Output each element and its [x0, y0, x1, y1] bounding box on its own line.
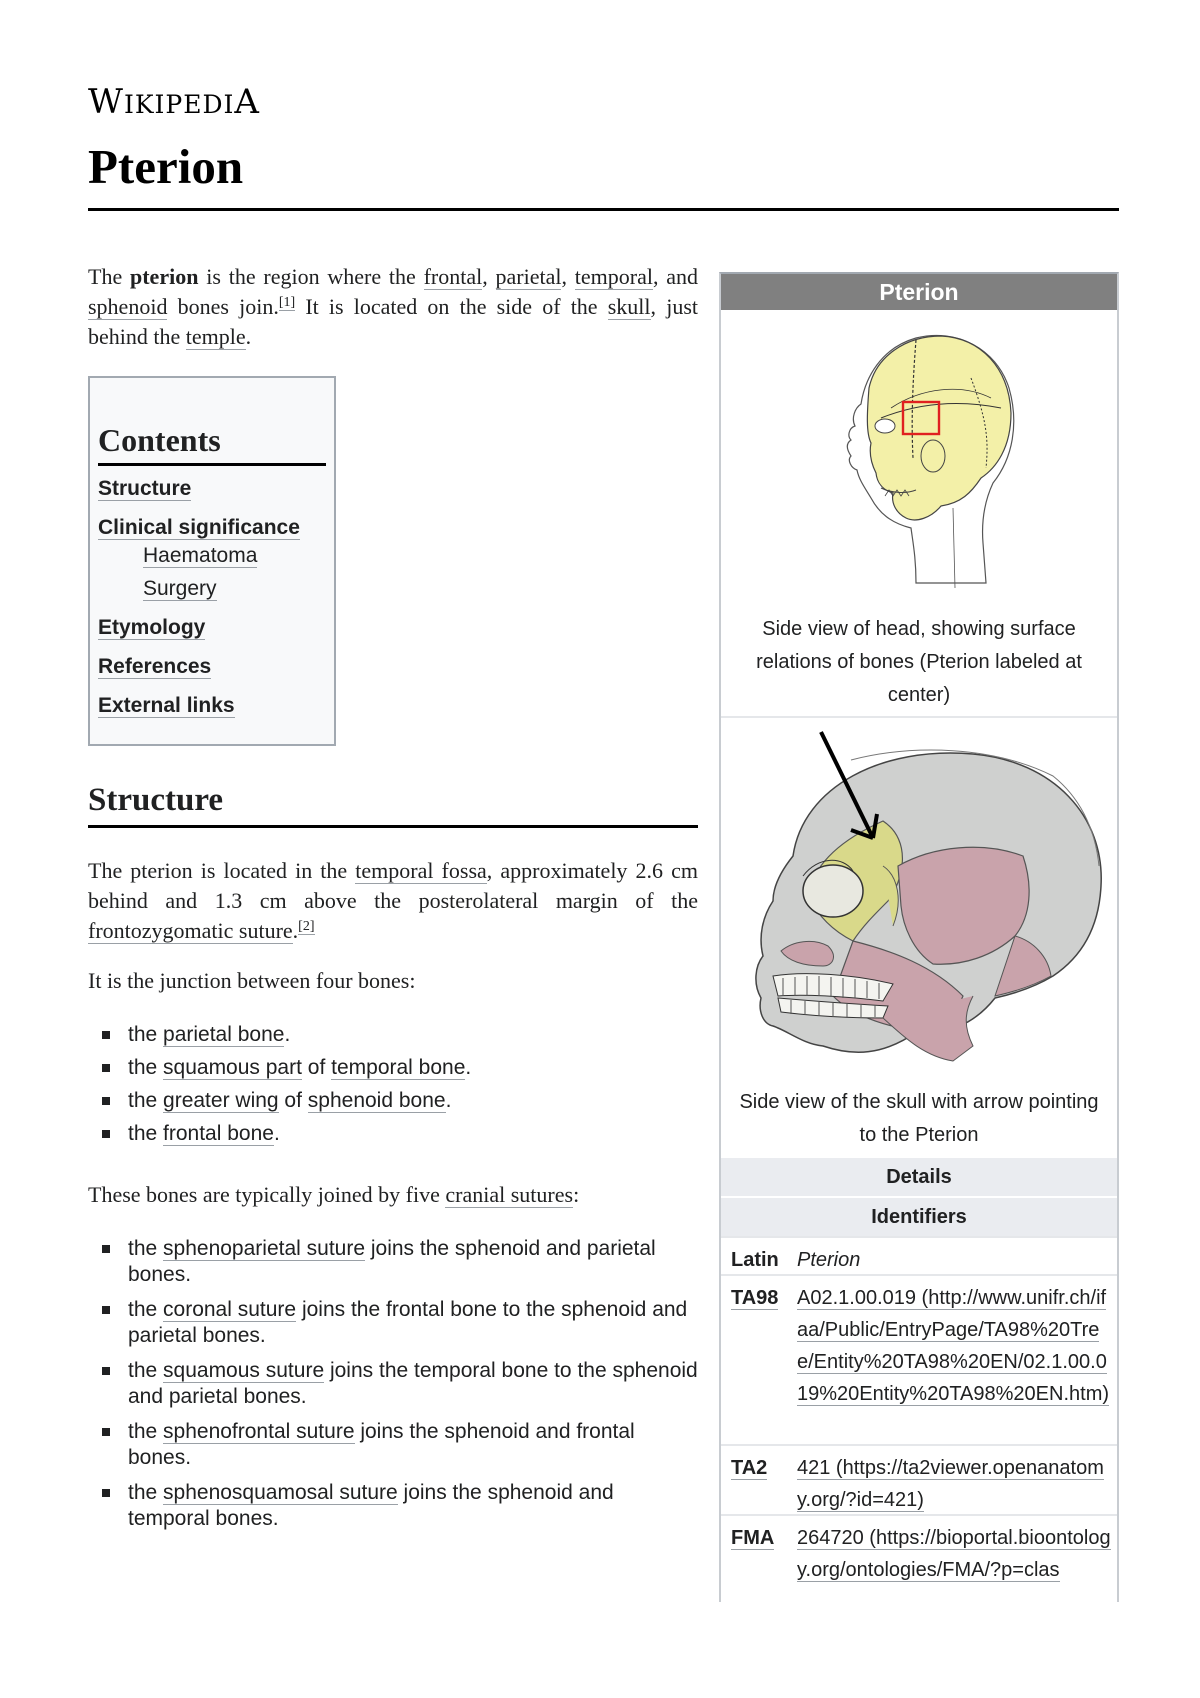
head-side-view-image[interactable]: [821, 318, 1021, 608]
infobox-row-ta98: [721, 1274, 1117, 1446]
ta2-label: TA2: [731, 1457, 768, 1479]
infobox-identifiers-header: Identifiers: [721, 1198, 1117, 1236]
wikipedia-wordmark: WIKIPEDIA: [88, 82, 260, 122]
link-squamous-suture[interactable]: squamous suture: [163, 1359, 325, 1382]
list-item: the frontal bone.: [100, 1121, 471, 1147]
sutures-list: [100, 1236, 700, 1541]
bones-list: [100, 1022, 471, 1154]
infobox-title: Pterion: [721, 274, 1117, 310]
link-cranial-sutures[interactable]: cranial sutures: [445, 1182, 574, 1207]
title-divider: [88, 208, 1119, 211]
ta2-value: 421 (https://ta2viewer.openanatomy.org/?id=421): [797, 1457, 1104, 1511]
latin-value: Pterion: [797, 1249, 861, 1271]
list-item: the coronal suture joins the frontal bone to the sphenoid and parietal bones.: [100, 1297, 700, 1349]
reference-1[interactable]: [1]: [278, 294, 296, 310]
link-parietal[interactable]: parietal: [495, 264, 562, 289]
fma-label: FMA: [731, 1527, 775, 1549]
infobox-caption-skull: Side view of the skull with arrow pointing to the Pterion: [739, 1091, 1099, 1146]
toc-item-surgery: Surgery: [143, 577, 217, 600]
toc-item-external-links: External links: [98, 694, 235, 717]
lead-paragraph: The pterion is the region where the frontal, parietal, temporal, and sphenoid bones join.[1] It is located on the side of the skull, just behind the temple.: [88, 264, 699, 349]
infobox-details-header: Details: [721, 1158, 1117, 1196]
link-skull[interactable]: skull: [607, 294, 651, 319]
structure-paragraph: The pterion is located in the temporal fossa, approximately 2.6 cm behind and 1.3 cm above the posterolateral margin of the frontozygomatic suture.[2]: [88, 858, 698, 943]
section-heading-structure: Structure: [88, 782, 698, 828]
link-sphenoparietal-suture[interactable]: sphenoparietal suture: [163, 1237, 366, 1260]
link-sphenofrontal-suture[interactable]: sphenofrontal suture: [163, 1420, 355, 1443]
toc-item-clinical-significance: Clinical significance Haematoma Surgery: [98, 515, 326, 602]
list-item: the sphenoparietal suture joins the sphenoid and parietal bones.: [100, 1236, 700, 1288]
ta98-value: A02.1.00.019 (http://www.unifr.ch/ifaa/Public/EntryPage/TA98%20Tree/Entity%20TA98%20EN/02.1.00.019%20Entity%20TA98%20EN.htm): [797, 1287, 1110, 1405]
list-item: the sphenosquamosal suture joins the sphenoid and temporal bones.: [100, 1480, 700, 1532]
toc-title: Contents: [98, 422, 326, 466]
list-item: the parietal bone.: [100, 1022, 471, 1048]
reference-2[interactable]: [2]: [298, 918, 315, 934]
toc-item-haematoma: Haematoma: [143, 544, 258, 567]
list-item: the sphenofrontal suture joins the sphenoid and frontal bones.: [100, 1419, 700, 1471]
ta98-label: TA98: [731, 1287, 779, 1309]
infobox-row-fma: [721, 1514, 1117, 1606]
infobox-divider: [721, 716, 1117, 718]
link-sphenoid[interactable]: sphenoid: [88, 294, 168, 319]
infobox-row-latin: [721, 1236, 1117, 1276]
link-squamous-part[interactable]: squamous part: [163, 1056, 302, 1079]
link-temple[interactable]: temple: [185, 324, 246, 349]
link-coronal-suture[interactable]: coronal suture: [163, 1298, 297, 1321]
skull-side-view-image[interactable]: [733, 726, 1105, 1081]
infobox: [719, 272, 1119, 1602]
list-item: the greater wing of sphenoid bone.: [100, 1088, 471, 1114]
list-item: the squamous suture joins the temporal bone to the sphenoid and parietal bones.: [100, 1358, 700, 1410]
junction-paragraph: It is the junction between four bones:: [88, 968, 416, 993]
toc-item-references: References: [98, 655, 212, 678]
sutures-paragraph: These bones are typically joined by five cranial sutures:: [88, 1182, 580, 1207]
link-greater-wing[interactable]: greater wing: [163, 1089, 279, 1112]
link-parietal-bone[interactable]: parietal bone: [163, 1023, 285, 1046]
fma-value: 264720 (https://bioportal.bioontology.org/ontologies/FMA/?p=clas: [797, 1527, 1111, 1581]
infobox-row-ta2: [721, 1444, 1117, 1516]
link-sphenosquamosal-suture[interactable]: sphenosquamosal suture: [163, 1481, 398, 1504]
link-frontozygomatic-suture[interactable]: frontozygomatic suture: [88, 918, 293, 943]
list-item: the squamous part of temporal bone.: [100, 1055, 471, 1081]
link-frontal-bone[interactable]: frontal bone: [163, 1122, 274, 1145]
link-temporal-bone[interactable]: temporal bone: [331, 1056, 466, 1079]
latin-label: Latin: [731, 1249, 779, 1271]
table-of-contents: [88, 376, 336, 746]
link-temporal[interactable]: temporal: [574, 264, 653, 289]
link-sphenoid-bone[interactable]: sphenoid bone: [307, 1089, 446, 1112]
toc-item-etymology: Etymology: [98, 616, 206, 639]
page-title: Pterion: [88, 139, 244, 194]
link-frontal[interactable]: frontal: [423, 264, 483, 289]
toc-item-structure: Structure: [98, 477, 192, 500]
link-temporal-fossa[interactable]: temporal fossa: [355, 858, 487, 883]
infobox-caption-head: Side view of head, showing surface relations of bones (Pterion labeled at center): [756, 618, 1082, 706]
